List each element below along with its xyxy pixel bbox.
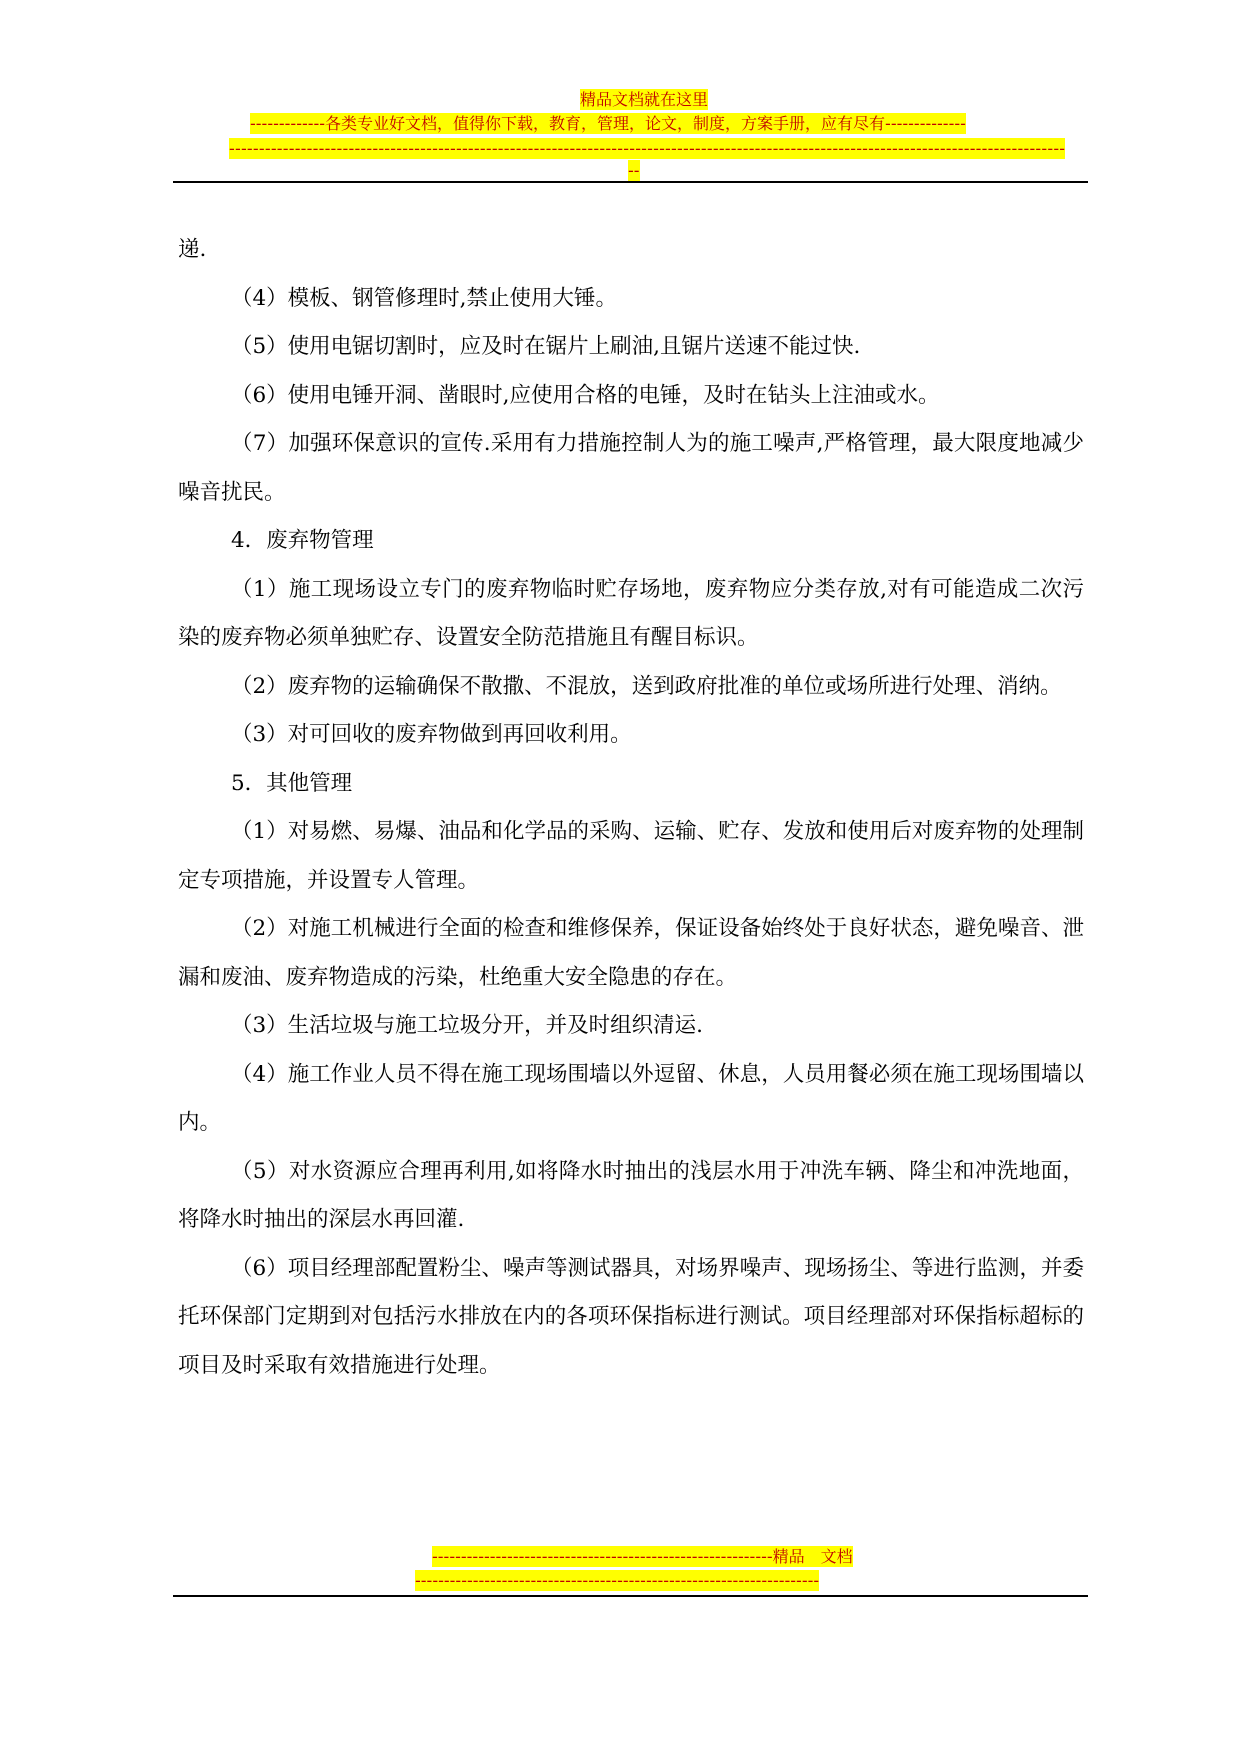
paragraph: （7）加强环保意识的宣传.采用有力措施控制人为的施工噪声,严格管理，最大限度地减少噪音扰民。 [178,431,1084,505]
section-heading: 4．废弃物管理 [231,528,374,553]
paragraph: 递. [178,237,207,262]
paragraph: （1）对易燃、易爆、油品和化学品的采购、运输、贮存、发放和使用后对废弃物的处理制定专项措施，并设置专人管理。 [178,819,1084,893]
paragraph: （5）对水资源应合理再利用,如将降水时抽出的浅层水用于冲洗车辆、降尘和冲洗地面，将降水时抽出的深层水再回灌. [178,1158,1084,1232]
paragraph: （3）对可回收的废弃物做到再回收利用。 [231,722,632,747]
paragraph: （5）使用电锯切割时，应及时在锯片上刷油,且锯片送速不能过快. [231,334,861,359]
header-title: 精品文档就在这里 [580,90,709,109]
paragraph: （3）生活垃圾与施工垃圾分开，并及时组织清运. [231,1013,704,1038]
paragraph: （6）项目经理部配置粉尘、噪声等测试器具，对场界噪声、现场扬尘、等进行监测，并委托环保部门定期到对包括污水排放在内的各项环保指标进行测试。项目经理部对环保指标超标的项目及时采取有效措施进行处理。 [178,1255,1084,1378]
paragraph: （6）使用电锤开洞、凿眼时,应使用合格的电锤，及时在钻头上注油或水。 [231,382,940,408]
header-subtitle: -------------各类专业好文档，值得你下载，教育，管理，论文，制度，方案手册，应有尽有-------------- [250,114,966,133]
header-dash-line: -------------------------------------------------------------------------------------------------------------------------------------------- [229,139,1066,158]
section-heading: 5．其他管理 [231,770,353,796]
footer-rule [173,1595,1088,1597]
paragraph: （1）施工现场设立专门的废弃物临时贮存场地，废弃物应分类存放,对有可能造成二次污染的废弃物必须单独贮存、设置安全防范措施且有醒目标识。 [178,576,1084,650]
header-rule [173,181,1088,183]
paragraph: （4）模板、钢管修理时,禁止使用大锤。 [231,285,618,311]
footer-dash-line: ---------------------------------------------------------------------- [415,1571,820,1590]
paragraph: （4）施工作业人员不得在施工现场围墙以外逗留、休息，人员用餐必须在施工现场围墙以内。 [178,1061,1084,1135]
document-body [178,226,1084,1390]
paragraph: （2）对施工机械进行全面的检查和维修保养，保证设备始终处于良好状态，避免噪音、泄漏和废油、废弃物造成的污染，杜绝重大安全隐患的存在。 [178,916,1084,990]
paragraph: （2）废弃物的运输确保不散撒、不混放，送到政府批准的单位或场所进行处理、消纳。 [231,673,1062,699]
header-dash-line-end: -- [628,161,640,180]
footer-label: -----------------------------------------------------------精品 文档 [432,1547,853,1566]
